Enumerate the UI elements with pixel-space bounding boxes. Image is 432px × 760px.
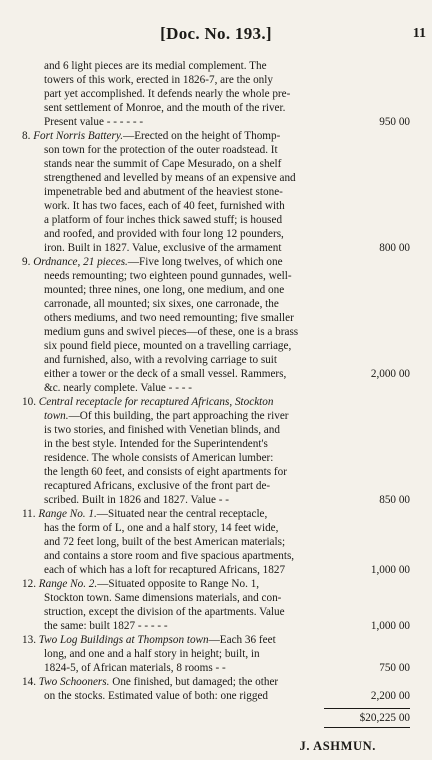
text-line: work. It has two faces, each of 40 feet, furnished with xyxy=(44,200,285,212)
text-line: and 72 feet long, built of the best American materials; xyxy=(44,536,286,548)
text-line: in the best style. Intended for the Superintendent's xyxy=(44,438,268,450)
text-line: and contains a store room and five spacious apartments, xyxy=(44,550,295,562)
item-number: 9. xyxy=(22,256,34,268)
amount-value: 750 00 xyxy=(379,662,410,674)
text-line: scribed. Built in 1826 and 1827. Value - - xyxy=(44,494,229,506)
text-line: Stockton town. Same dimensions materials, and con- xyxy=(44,592,282,604)
text-line: six pound field piece, mounted on a travelling carriage, xyxy=(44,340,292,352)
amount-value: 850 00 xyxy=(379,494,410,506)
document-title: [Doc. No. 193.] xyxy=(160,24,272,43)
item-text: —Five long twelves, of which one xyxy=(127,256,283,268)
amount-value: 2,200 00 xyxy=(370,690,410,702)
total-rule-top xyxy=(324,708,410,709)
text-line: a platform of four inches thick sawed stuff; is housed xyxy=(44,214,283,226)
text-line xyxy=(22,255,283,269)
item-number: 13. xyxy=(22,634,39,646)
item-heading: Central receptacle for recaptured Africans, Stockton xyxy=(38,396,274,408)
text-line: the same: built 1827 - - - - - xyxy=(44,620,168,632)
text-line: stands near the summit of Cape Mesurado, on a shelf xyxy=(44,158,282,170)
text-line: part yet accomplished. It defends nearly the whole pre- xyxy=(44,88,291,100)
item-text: One finished, but damaged; the other xyxy=(109,676,279,688)
text-line: 1824-5, of African materials, 8 rooms - - xyxy=(44,662,226,674)
signature: J. ASHMUN. xyxy=(299,739,376,753)
text-line: struction, except the division of the apartments. Value xyxy=(44,606,285,618)
amount-value: 2,000 00 xyxy=(370,368,410,380)
item-number: 12. xyxy=(22,578,39,590)
item-heading: Fort Norris Battery. xyxy=(33,130,124,142)
text-line: has the form of L, one and a half story, 14 feet wide, xyxy=(44,522,279,534)
item-text: —Erected on the height of Thomp- xyxy=(123,130,281,142)
text-line: medium guns and swivel pieces—of these, one is a brass xyxy=(44,326,299,338)
text-line: recaptured Africans, exclusive of the front part de- xyxy=(44,480,271,492)
text-line xyxy=(22,395,273,409)
text-line: each of which has a loft for recaptured Africans, 1827 xyxy=(44,564,286,576)
text-line: sent settlement of Monroe, and the mouth of the river. xyxy=(44,102,286,114)
item-number: 10. xyxy=(22,396,39,408)
item-text: —Each 36 feet xyxy=(208,634,276,646)
amount-value: 800 00 xyxy=(379,242,410,254)
text-line: towers of this work, erected in 1826-7, are the only xyxy=(44,74,273,86)
text-line: on the stocks. Estimated value of both: one rigged xyxy=(44,690,269,702)
text-line: mounted; three nines, one long, one medium, and one xyxy=(44,284,285,296)
text-line xyxy=(22,507,267,521)
text-line xyxy=(22,577,259,591)
amount-value: 1,000 00 xyxy=(370,564,410,576)
text-line: long, and one and a half story in height; built, in xyxy=(44,648,260,660)
text-line: Present value - - - - - - xyxy=(44,116,144,128)
total-rule-bottom xyxy=(324,727,410,728)
text-line: others mediums, and two need remounting; five smaller xyxy=(44,312,294,324)
text-line: is two stories, and finished with Venetian blinds, and xyxy=(44,424,280,436)
item-heading: Range No. 2. xyxy=(38,578,98,590)
item-text: —Situated near the central receptacle, xyxy=(96,508,268,520)
amount-value: 1,000 00 xyxy=(370,620,410,632)
item-text: —Of this building, the part approaching the river xyxy=(68,410,289,422)
text-line: &c. nearly complete. Value - - - - xyxy=(44,382,192,394)
page-header xyxy=(0,24,432,46)
text-line: either a tower or the deck of a small vessel. Rammers, xyxy=(44,368,287,380)
item-number: 14. xyxy=(22,676,39,688)
text-line: iron. Built in 1827. Value, exclusive of the armament xyxy=(44,242,282,254)
text-line: and roofed, and provided with four long 12 pounders, xyxy=(44,228,284,240)
text-line xyxy=(22,129,280,143)
item-number: 11. xyxy=(22,508,39,520)
text-line: impenetrable bed and abutment of the heaviest stone- xyxy=(44,186,283,198)
item-number: 8. xyxy=(22,130,34,142)
amount-value: 950 00 xyxy=(379,116,410,128)
text-line: carronade, all mounted; six sixes, one carronade, the xyxy=(44,298,279,310)
text-line xyxy=(22,633,276,647)
item-text: —Situated opposite to Range No. 1, xyxy=(97,578,260,590)
item-heading: town. xyxy=(44,410,69,422)
item-heading: Two Log Buildings at Thompson town xyxy=(38,634,209,646)
text-line: son town for the protection of the outer roadstead. It xyxy=(44,144,278,156)
total-amount: $20,225 00 xyxy=(359,712,410,724)
text-line: the length 60 feet, and consists of eight apartments for xyxy=(44,466,287,478)
text-line xyxy=(44,409,289,423)
text-line: residence. The whole consists of American lumber: xyxy=(44,452,274,464)
page-number: 11 xyxy=(412,26,426,41)
text-line: and furnished, also, with a revolving carriage to suit xyxy=(44,354,278,366)
text-line: and 6 light pieces are its medial complement. The xyxy=(44,60,267,72)
item-heading: Two Schooners. xyxy=(38,676,110,688)
text-line: needs remounting; two eighteen pound gunnades, well- xyxy=(44,270,292,282)
item-heading: Range No. 1. xyxy=(38,508,97,520)
text-line: strengthened and levelled by means of an expensive and xyxy=(44,172,296,184)
item-heading: Ordnance, 21 pieces. xyxy=(33,256,128,268)
text-line xyxy=(22,675,278,689)
